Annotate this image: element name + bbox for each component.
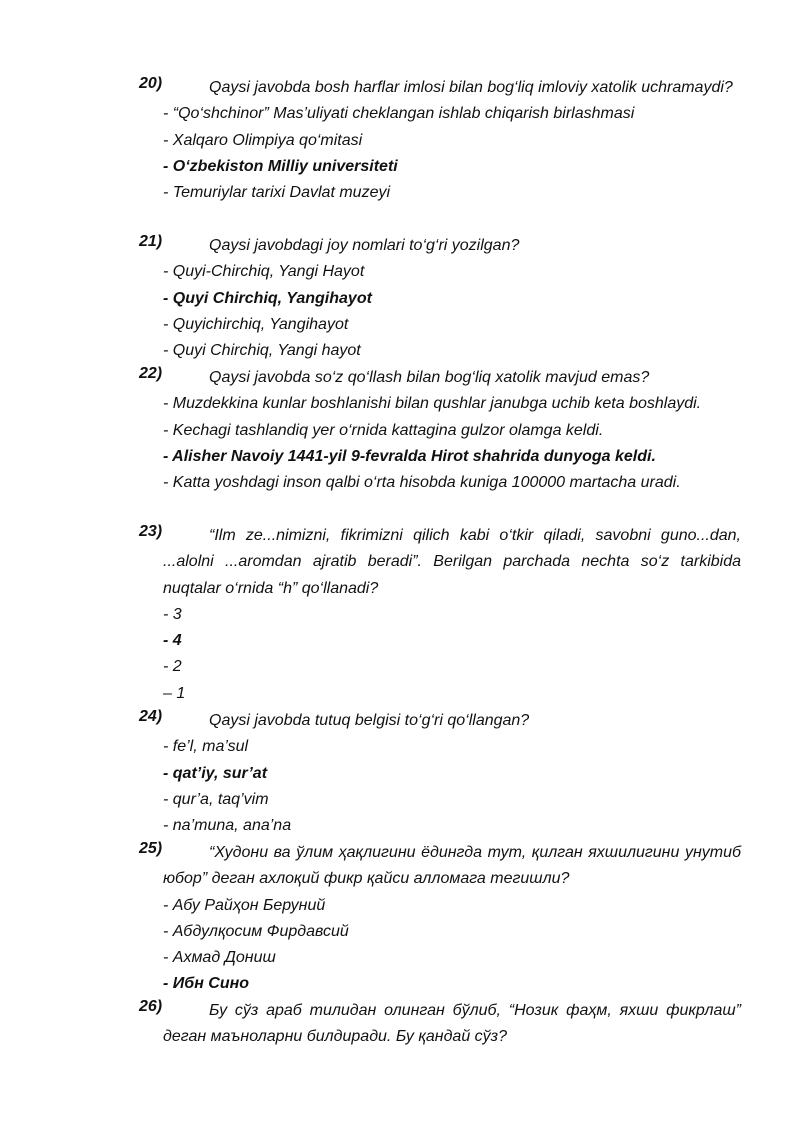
answer-options: [0, 259, 741, 364]
answer-options: [0, 893, 741, 998]
answer-option: - “Qo‘shchinor” Mas’uliyati cheklangan ishlab chiqarish birlashmasi: [163, 105, 635, 123]
answer-option: - 2: [163, 658, 182, 676]
question-text: Qaysi javobda so‘z qo‘llash bilan bog‘liq xatolik mavjud emas?: [209, 369, 650, 386]
answer-option: - Абдулқосим Фирдавсий: [163, 922, 349, 940]
correct-answer-option: - Ибн Сино: [163, 975, 250, 993]
question-20: [0, 75, 741, 206]
answer-option: – 1: [163, 684, 186, 702]
question-22: [0, 365, 741, 496]
answer-options: [0, 391, 741, 496]
question-number: 25): [139, 840, 163, 857]
question-21: [0, 233, 741, 364]
question-text: Qaysi javobda tutuq belgisi to‘g‘ri qo‘llangan?: [209, 712, 530, 729]
answer-option: - 3: [163, 605, 182, 623]
answer-options: [0, 734, 741, 839]
question-25: [0, 840, 741, 998]
answer-option: - na’muna, ana’na: [163, 817, 292, 835]
question-text: “Худони ва ўлим ҳақлигини ёдингда тут, қилган яхшилигини унутиб юбор” деган ахлоқий фикр қайси алломага тегишли?: [163, 844, 741, 888]
correct-answer-option: - Quyi Chirchiq, Yangihayot: [163, 289, 372, 307]
answer-options: [0, 101, 741, 206]
question-26: [0, 998, 741, 1051]
answer-option: - Абу Райҳон Беруний: [163, 896, 326, 914]
question-number: 23): [139, 523, 163, 540]
correct-answer-option: - O‘zbekiston Milliy universiteti: [163, 157, 398, 175]
question-text: Бу сўз араб тилидан олинган бўлиб, “Нозик фаҳм, яхши фикрлаш” деган маъноларни билдиради. Бу қандай сўз?: [163, 1002, 741, 1046]
question-number: 20): [139, 75, 163, 92]
question-number: 24): [139, 708, 163, 725]
answer-option: - Katta yoshdagi inson qalbi o‘rta hisobda kuniga 100000 martacha uradi.: [163, 474, 681, 492]
question-number: 21): [139, 233, 163, 250]
answer-option: - fe’l, ma’sul: [163, 738, 249, 756]
question-text: Qaysi javobdagi joy nomlari to‘g‘ri yozilgan?: [209, 237, 520, 254]
question-number: 26): [139, 998, 163, 1015]
answer-option: - Muzdekkina kunlar boshlanishi bilan qushlar janubga uchib keta boshlaydi.: [163, 395, 702, 413]
correct-answer-option: - qat’iy, sur’at: [163, 764, 268, 782]
question-number: 22): [139, 365, 163, 382]
answer-option: - Ахмад Дониш: [163, 949, 276, 967]
question-text: Qaysi javobda bosh harflar imlosi bilan bog‘liq imloviy xatolik uchramaydi?: [209, 79, 733, 96]
answer-option: - qur’a, taq’vim: [163, 790, 269, 808]
question-24: [0, 708, 741, 839]
answer-options: [0, 602, 741, 707]
correct-answer-option: - 4: [163, 632, 182, 650]
answer-option: - Kechagi tashlandiq yer o‘rnida kattagina gulzor olamga keldi.: [163, 421, 604, 439]
question-23: [0, 523, 741, 707]
answer-option: - Quyi-Chirchiq, Yangi Hayot: [163, 263, 365, 281]
answer-option: - Quyi Chirchiq, Yangi hayot: [163, 342, 361, 360]
answer-option: - Temuriylar tarixi Davlat muzeyi: [163, 184, 391, 202]
correct-answer-option: - Alisher Navoiy 1441-yil 9-fevralda Hirot shahrida dunyoga keldi.: [163, 447, 656, 465]
answer-option: - Quyichirchiq, Yangihayot: [163, 315, 349, 333]
question-text: “Ilm ze...nimizni, fikrimizni qilich kabi o‘tkir qiladi, savobni guno...dan, ...alolni ...aromdan ajratib beradi”. Berilgan parchada nechta so‘z tarkibida nuqtalar o‘rnida “h” qo‘llanadi?: [163, 527, 741, 597]
answer-option: - Xalqaro Olimpiya qo‘mitasi: [163, 131, 363, 149]
